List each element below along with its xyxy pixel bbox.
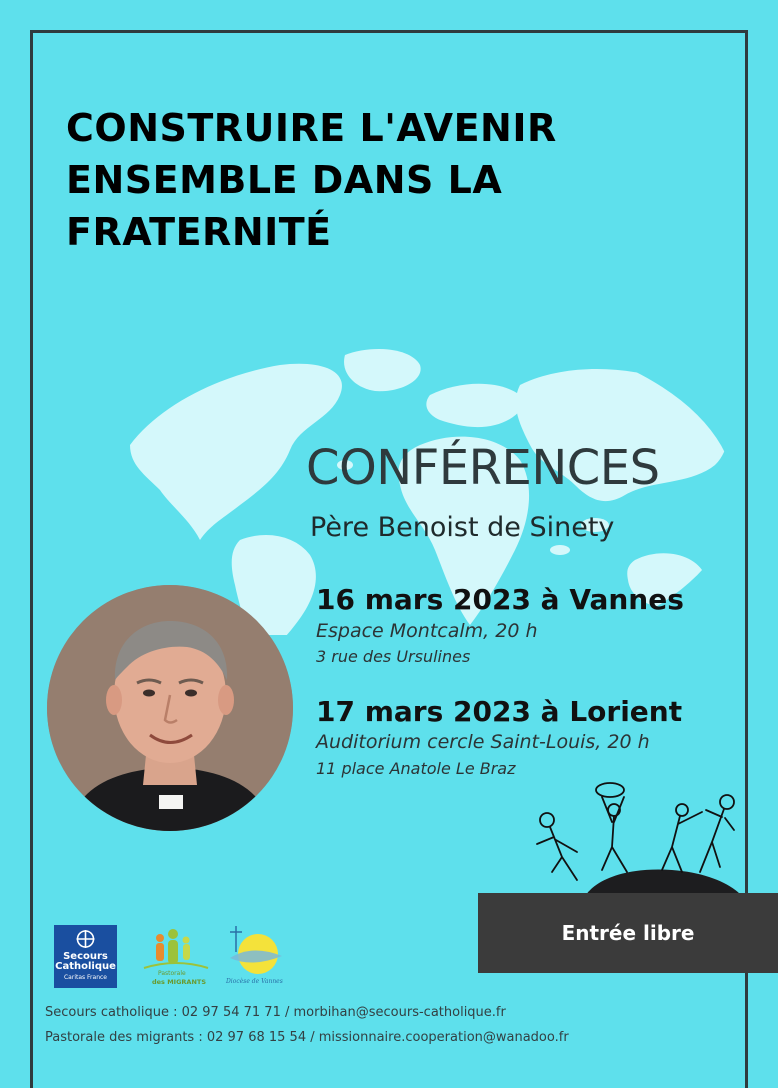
people-carrying-earth-icon	[522, 772, 752, 902]
contact-migrants: Pastorale des migrants : 02 97 68 15 54 / missionnaire.cooperation@wanadoo.fr	[45, 1030, 569, 1045]
contact-secours: Secours catholique : 02 97 54 71 71 / morbihan@secours-catholique.fr	[45, 1005, 506, 1020]
speaker-photo	[47, 585, 293, 831]
secours-logo-line1: Secours	[63, 951, 108, 962]
event-2-venue: Auditorium cercle Saint-Louis, 20 h	[316, 731, 650, 753]
title-line-3: FRATERNITÉ	[66, 210, 332, 254]
secours-logo-line2: Catholique	[55, 961, 116, 972]
event-1-venue: Espace Montcalm, 20 h	[316, 620, 538, 642]
title-line-2: ENSEMBLE DANS LA	[66, 158, 503, 202]
event-1-date: 16 mars 2023 à Vannes	[316, 583, 684, 616]
diocese-logo-text: Diocèse de Vannes	[226, 978, 283, 985]
speaker-name: Père Benoist de Sinety	[310, 512, 615, 543]
free-entry-badge: Entrée libre	[478, 893, 778, 973]
conferences-heading: CONFÉRENCES	[306, 440, 660, 496]
poster-title	[66, 102, 706, 258]
title-line-1: CONSTRUIRE L'AVENIR	[66, 106, 557, 150]
event-2-address: 11 place Anatole Le Braz	[316, 759, 516, 778]
secours-logo-line3: Caritas France	[63, 974, 107, 981]
event-1-address: 3 rue des Ursulines	[316, 647, 471, 666]
event-2-date: 17 mars 2023 à Lorient	[316, 695, 683, 728]
migrants-logo-line1: Pastorale	[158, 970, 186, 977]
secours-catholique-logo	[54, 925, 117, 988]
migrants-logo-line2: des MIGRANTS	[152, 978, 207, 986]
diocese-vannes-logo	[222, 922, 292, 990]
pastorale-migrants-logo	[140, 928, 212, 988]
